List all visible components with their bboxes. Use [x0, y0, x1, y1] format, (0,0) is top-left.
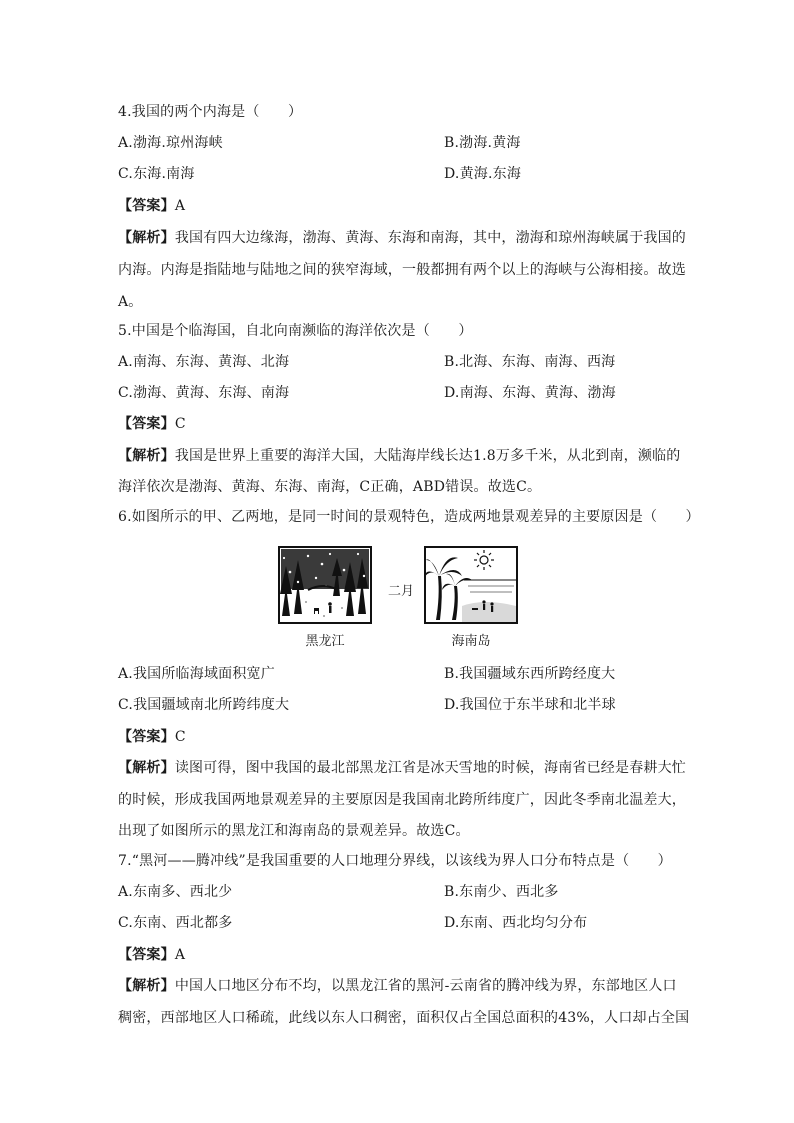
q4-analysis-line-3: A。 — [118, 294, 143, 310]
q4-analysis-line-2: 内海。内海是指陆地与陆地之间的狭窄海域，一般都拥有两个以上的海峡与公海相接。故选 — [118, 262, 686, 278]
figure-left-caption: 黑龙江 — [305, 634, 345, 649]
q6-answer — [118, 727, 186, 747]
analysis-label: 【解析】 — [118, 448, 175, 464]
q5-option-a: A.南海、东海、黄海、北海 — [118, 354, 290, 370]
q7-option-c: C.东南、西北都多 — [118, 915, 233, 931]
answer-value: C — [174, 729, 186, 745]
q6-analysis-line-1 — [118, 758, 686, 778]
q7-analysis-line-1 — [118, 976, 677, 996]
q6-analysis-line-3: 出现了如图所示的黑龙江和海南岛的景观差异。故选C。 — [118, 823, 470, 839]
analysis-label: 【解析】 — [118, 230, 175, 246]
q6-option-d: D.我国位于东半球和北半球 — [444, 697, 616, 713]
figure-right-caption: 海南岛 — [451, 634, 491, 649]
q5-answer — [118, 414, 186, 434]
answer-label: 【答案】 — [118, 198, 175, 214]
answer-value: A — [174, 947, 186, 963]
analysis-label: 【解析】 — [118, 978, 175, 994]
hainan-island-illustration — [424, 546, 518, 624]
q6-option-b: B.我国疆域东西所跨经度大 — [444, 666, 616, 682]
answer-label: 【答案】 — [118, 416, 175, 432]
answer-label: 【答案】 — [118, 729, 175, 745]
q5-analysis-line-2: 海洋依次是渤海、黄海、东海、南海，C正确，ABD错误。故选C。 — [118, 479, 542, 495]
answer-value: A — [174, 198, 186, 214]
q5-option-d: D.南海、东海、黄海、渤海 — [444, 385, 616, 401]
answer-label: 【答案】 — [118, 947, 175, 963]
q5-option-b: B.北海、东海、南海、西海 — [444, 354, 616, 370]
q5-option-c: C.渤海、黄海、东海、南海 — [118, 385, 290, 401]
analysis-text: 我国是世界上重要的海洋大国，大陆海岸线长达1.8万多千米，从北到南，濒临的 — [174, 448, 681, 464]
q4-analysis-line-1 — [118, 228, 686, 248]
q7-option-b: B.东南少、西北多 — [444, 884, 559, 900]
q7-analysis-line-2: 稠密，西部地区人口稀疏，此线以东人口稠密，面积仅占全国总面积的43%，人口却占全国 — [118, 1010, 690, 1026]
answer-value: C — [174, 416, 186, 432]
q5-analysis-line-1 — [118, 446, 680, 466]
analysis-text: 读图可得，图中我国的最北部黑龙江省是冰天雪地的时候，海南省已经是春耕大忙 — [174, 760, 687, 776]
q6-option-c: C.我国疆域南北所跨纬度大 — [118, 697, 290, 713]
q7-option-a: A.东南多、西北少 — [118, 884, 233, 900]
analysis-label: 【解析】 — [118, 760, 175, 776]
q7-stem: 7.“黑河——腾冲线”是我国重要的人口地理分界线，以该线为界人口分布特点是（ ） — [118, 853, 672, 869]
q4-option-b: B.渤海.黄海 — [444, 135, 521, 151]
q4-option-d: D.黄海.东海 — [444, 166, 522, 182]
figure-middle-label: 二月 — [387, 584, 414, 599]
analysis-text: 我国有四大边缘海，渤海、黄海、东海和南海，其中，渤海和琼州海峡属于我国的 — [174, 230, 687, 246]
q7-option-d: D.东南、西北均匀分布 — [444, 915, 588, 931]
q6-analysis-line-2: 的时候，形成我国两地景观差异的主要原因是我国南北跨所纬度广，因此冬季南北温差大， — [118, 792, 686, 808]
q6-option-a: A.我国所临海域面积宽广 — [118, 666, 275, 682]
q5-stem: 5.中国是个临海国，自北向南濒临的海洋依次是（ ） — [118, 323, 473, 339]
analysis-text: 中国人口地区分布不均，以黑龙江省的黑河-云南省的腾冲线为界，东部地区人口 — [174, 978, 677, 994]
q4-option-a: A.渤海.琼州海峡 — [118, 135, 223, 151]
q7-answer — [118, 945, 185, 965]
q4-stem: 4.我国的两个内海是（ ） — [118, 104, 303, 120]
q4-option-c: C.东海.南海 — [118, 166, 195, 182]
heilongjiang-winter-illustration — [278, 546, 372, 624]
q6-stem: 6.如图所示的甲、乙两地，是同一时间的景观特色，造成两地景观差异的主要原因是（ ） — [118, 509, 700, 525]
q4-answer — [118, 196, 185, 216]
